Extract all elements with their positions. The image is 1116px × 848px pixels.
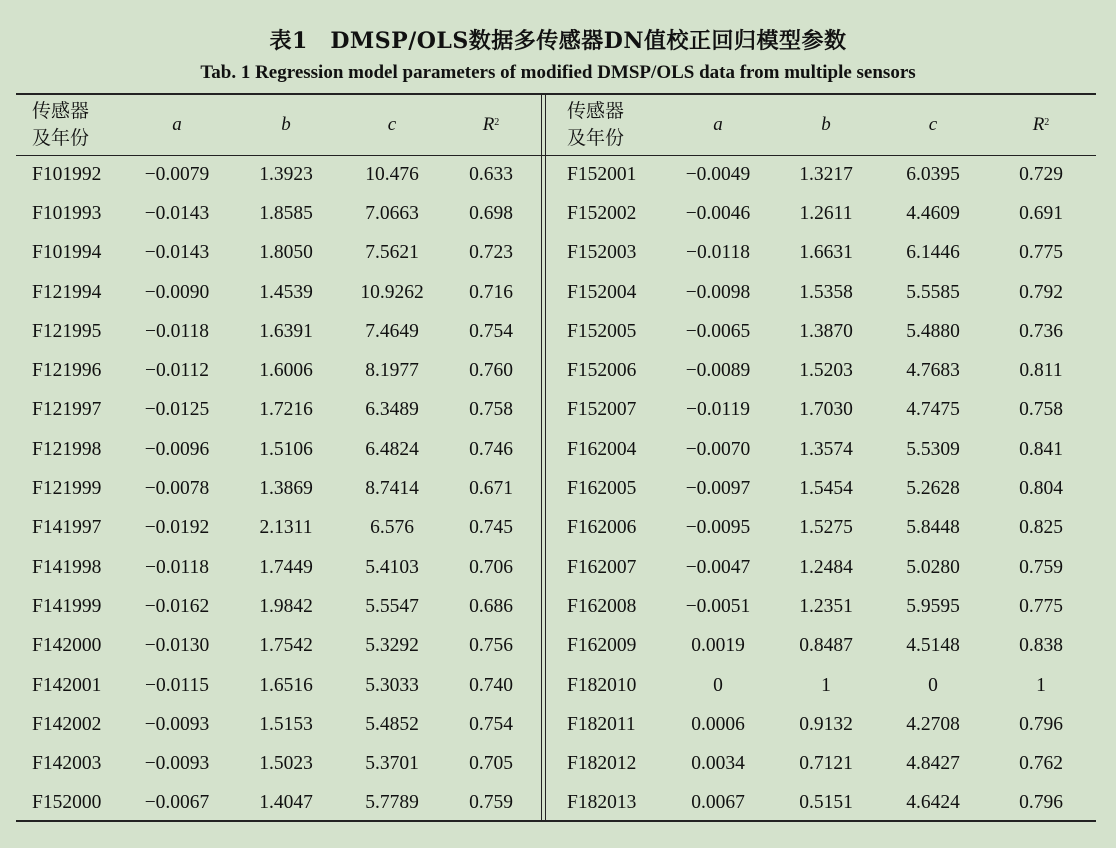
cell-a: −0.0118: [686, 242, 750, 264]
cell-b: 1.3923: [259, 163, 313, 185]
cell-c: 4.7475: [906, 399, 960, 421]
cell-a: −0.0162: [144, 595, 210, 617]
cell-sensor: F162007: [567, 556, 637, 578]
cell-b: 1.7449: [259, 556, 313, 578]
cell-b: 1.6631: [799, 242, 853, 264]
cell-r2: 0.796: [1019, 792, 1063, 814]
cell-b: 1.2484: [799, 556, 853, 578]
cell-c: 7.0663: [365, 202, 419, 224]
cell-b: 1.2611: [799, 202, 853, 224]
cell-r2: 0.686: [469, 595, 513, 617]
cell-b: 1.3870: [799, 320, 853, 342]
sensor-header-line2: 及年份: [32, 126, 90, 149]
table-row: [546, 509, 1096, 548]
cell-r2: 0.705: [469, 753, 513, 775]
table-double-divider-left: [541, 94, 542, 820]
cell-b: 0.9132: [799, 713, 853, 735]
cell-sensor: F162009: [567, 635, 637, 657]
cell-c: 4.2708: [906, 713, 960, 735]
cell-a: −0.0097: [685, 478, 751, 500]
table-row: [16, 745, 541, 784]
cell-c: 5.4103: [365, 556, 419, 578]
cell-c: 5.3701: [365, 753, 419, 775]
cell-c: 5.7789: [365, 792, 419, 814]
cell-sensor: F142000: [32, 635, 102, 657]
cell-r2: 0.762: [1019, 753, 1063, 775]
column-header-b: [234, 94, 338, 155]
column-header-c: [880, 94, 986, 155]
cell-a: −0.0046: [685, 202, 751, 224]
cell-sensor: F121996: [32, 360, 102, 382]
cell-c: 10.9262: [360, 281, 424, 303]
cell-sensor: F141997: [32, 517, 102, 539]
table-row: [16, 194, 541, 233]
cell-b: 1.5454: [799, 478, 853, 500]
cell-a: −0.0118: [145, 556, 209, 578]
cell-sensor: F182013: [567, 792, 637, 814]
table-row: [546, 548, 1096, 587]
table-row: [546, 784, 1096, 823]
table-row: [546, 745, 1096, 784]
cell-c: 4.4609: [906, 202, 960, 224]
cell-c: 8.1977: [365, 360, 419, 382]
table-row: [16, 312, 541, 351]
cell-b: 1.4539: [259, 281, 313, 303]
cell-sensor: F142002: [32, 713, 102, 735]
sensor-header-stack: [567, 98, 624, 152]
cell-c: 5.5309: [906, 438, 960, 460]
cell-sensor: F152002: [567, 202, 637, 224]
cell-b: 1.9842: [259, 595, 313, 617]
cell-c: 5.3292: [365, 635, 419, 657]
cell-sensor: F121995: [32, 320, 102, 342]
cell-c: 5.5585: [906, 281, 960, 303]
cell-sensor: F121994: [32, 281, 102, 303]
cell-r2: 0.841: [1019, 438, 1063, 460]
cell-sensor: F162006: [567, 517, 637, 539]
cell-b: 1.7216: [259, 399, 313, 421]
table-row: [546, 155, 1096, 194]
cell-c: 4.7683: [906, 360, 960, 382]
cell-r2: 0.729: [1019, 163, 1063, 185]
cell-sensor: F121999: [32, 478, 102, 500]
cell-b: 1.5203: [799, 360, 853, 382]
cell-b: 1: [821, 674, 831, 696]
cell-b: 1.3574: [799, 438, 853, 460]
cell-r2: 0.760: [469, 360, 513, 382]
cell-sensor: F152007: [567, 399, 637, 421]
sensor-header-stack: [32, 98, 89, 152]
table-row: [546, 234, 1096, 273]
cell-a: −0.0096: [144, 438, 210, 460]
cell-a: −0.0093: [144, 713, 210, 735]
cell-r2: 0.775: [1019, 595, 1063, 617]
cell-a: −0.0079: [144, 163, 210, 185]
cell-c: 5.0280: [906, 556, 960, 578]
cell-a: −0.0049: [685, 163, 751, 185]
cell-b: 1.4047: [259, 792, 313, 814]
cell-r2: 0.754: [469, 320, 513, 342]
table-row: [546, 627, 1096, 666]
cell-c: 7.5621: [365, 242, 419, 264]
cell-c: 4.8427: [906, 753, 960, 775]
cell-sensor: F121997: [32, 399, 102, 421]
sensor-header-line2: 及年份: [567, 126, 625, 149]
cell-b: 1.3869: [259, 478, 313, 500]
cell-c: 5.2628: [906, 478, 960, 500]
table-row: [16, 784, 541, 823]
table-row: [546, 587, 1096, 626]
cell-b: 1.5358: [799, 281, 853, 303]
header-c-label: c: [928, 113, 938, 135]
cell-b: 1.6006: [259, 360, 313, 382]
table-row: [546, 312, 1096, 351]
cell-sensor: F152005: [567, 320, 637, 342]
cell-sensor: F182012: [567, 753, 637, 775]
table-row: [16, 391, 541, 430]
cell-sensor: F162008: [567, 595, 637, 617]
cell-c: 8.7414: [365, 478, 419, 500]
cell-c: 5.3033: [365, 674, 419, 696]
cell-sensor: F152001: [567, 163, 637, 185]
cell-b: 0.8487: [799, 635, 853, 657]
cell-r2: 0.758: [1019, 399, 1063, 421]
cell-a: −0.0090: [144, 281, 210, 303]
column-header-b: [774, 94, 878, 155]
table-row: [16, 548, 541, 587]
table-row: [546, 705, 1096, 744]
column-header-r2: [446, 94, 536, 155]
cell-a: −0.0130: [144, 635, 210, 657]
cell-sensor: F141998: [32, 556, 102, 578]
cell-a: 0: [713, 674, 723, 696]
cell-r2: 0.758: [469, 399, 513, 421]
column-header-a: [666, 94, 770, 155]
cell-b: 1.5153: [259, 713, 313, 735]
cell-b: 1.6391: [259, 320, 313, 342]
header-b-label: b: [281, 113, 291, 135]
cell-b: 1.6516: [259, 674, 313, 696]
cell-c: 10.476: [365, 163, 419, 185]
column-header-r2: [992, 94, 1090, 155]
table-right-half: [546, 94, 1096, 820]
table-row: [546, 391, 1096, 430]
sensor-header-line1: 传感器: [32, 99, 90, 122]
cell-c: 0: [928, 674, 938, 696]
cell-c: 6.0395: [906, 163, 960, 185]
header-r2-base: R: [482, 113, 495, 135]
cell-a: −0.0143: [144, 242, 210, 264]
cell-c: 5.4852: [365, 713, 419, 735]
cell-sensor: F162005: [567, 478, 637, 500]
cell-c: 6.4824: [365, 438, 419, 460]
cell-a: −0.0115: [145, 674, 209, 696]
cell-sensor: F141999: [32, 595, 102, 617]
cell-b: 1.5023: [259, 753, 313, 775]
cell-sensor: F121998: [32, 438, 102, 460]
header-c-label: c: [387, 113, 397, 135]
cell-r2: 0.775: [1019, 242, 1063, 264]
table-title-chinese: 表1 DMSP/OLS数据多传感器DN值校正回归模型参数: [269, 28, 847, 54]
cell-a: −0.0089: [685, 360, 751, 382]
cell-r2: 0.633: [469, 163, 513, 185]
table-row: [16, 155, 541, 194]
cell-b: 1.5106: [259, 438, 313, 460]
table-row: [16, 705, 541, 744]
cell-b: 1.8585: [259, 202, 313, 224]
cell-a: −0.0047: [685, 556, 751, 578]
table-row: [546, 352, 1096, 391]
table-row: [16, 469, 541, 508]
cell-a: −0.0143: [144, 202, 210, 224]
column-header-sensor: [567, 94, 667, 155]
cell-a: −0.0119: [686, 399, 750, 421]
cell-a: −0.0078: [144, 478, 210, 500]
cell-c: 5.5547: [365, 595, 419, 617]
cell-a: −0.0093: [144, 753, 210, 775]
table-row: [16, 273, 541, 312]
cell-a: −0.0112: [145, 360, 209, 382]
cell-r2: 0.754: [469, 713, 513, 735]
cell-a: 0.0034: [691, 753, 745, 775]
cell-sensor: F101992: [32, 163, 102, 185]
cell-sensor: F182011: [567, 713, 636, 735]
table-row: [546, 430, 1096, 469]
cell-r2: 0.740: [469, 674, 513, 696]
cell-r2: 0.825: [1019, 517, 1063, 539]
header-r2-superscript: 2: [494, 117, 500, 128]
cell-sensor: F162004: [567, 438, 637, 460]
cell-a: −0.0095: [685, 517, 751, 539]
column-header-sensor: [32, 94, 132, 155]
cell-r2: 0.838: [1019, 635, 1063, 657]
header-b-label: b: [821, 113, 831, 135]
column-header-a: [124, 94, 230, 155]
cell-b: 1.7542: [259, 635, 313, 657]
table-row: [16, 666, 541, 705]
cell-r2: 0.706: [469, 556, 513, 578]
cell-r2: 0.759: [469, 792, 513, 814]
cell-c: 6.3489: [365, 399, 419, 421]
cell-a: −0.0098: [685, 281, 751, 303]
table-row: [16, 352, 541, 391]
header-a-label: a: [172, 113, 182, 135]
cell-a: −0.0067: [144, 792, 210, 814]
cell-b: 0.7121: [799, 753, 853, 775]
table-title-english: Tab. 1 Regression model parameters of modified DMSP/OLS data from multiple sensors: [200, 62, 916, 83]
cell-sensor: F101994: [32, 242, 102, 264]
cell-b: 1.8050: [259, 242, 313, 264]
cell-b: 0.5151: [799, 792, 853, 814]
cell-a: −0.0192: [144, 517, 210, 539]
cell-sensor: F152006: [567, 360, 637, 382]
cell-a: −0.0118: [145, 320, 209, 342]
cell-b: 1.3217: [799, 163, 853, 185]
cell-a: −0.0065: [685, 320, 751, 342]
cell-b: 2.1311: [259, 517, 313, 539]
table-row: [546, 469, 1096, 508]
cell-r2: 0.723: [469, 242, 513, 264]
cell-sensor: F152003: [567, 242, 637, 264]
table-row: [16, 509, 541, 548]
table-row: [16, 234, 541, 273]
cell-c: 5.9595: [906, 595, 960, 617]
cell-c: 6.576: [370, 517, 414, 539]
cell-r2: 0.716: [469, 281, 513, 303]
cell-a: −0.0051: [685, 595, 751, 617]
cell-b: 1.5275: [799, 517, 853, 539]
cell-c: 6.1446: [906, 242, 960, 264]
cell-a: 0.0067: [691, 792, 745, 814]
table-row: [16, 430, 541, 469]
cell-sensor: F101993: [32, 202, 102, 224]
header-a-label: a: [713, 113, 723, 135]
cell-r2: 0.698: [469, 202, 513, 224]
sensor-header-line1: 传感器: [567, 99, 625, 122]
cell-r2: 0.746: [469, 438, 513, 460]
table-row: [546, 194, 1096, 233]
cell-sensor: F142003: [32, 753, 102, 775]
cell-b: 1.7030: [799, 399, 853, 421]
table-row: [546, 666, 1096, 705]
cell-sensor: F152004: [567, 281, 637, 303]
cell-r2: 0.691: [1019, 202, 1063, 224]
cell-a: −0.0070: [685, 438, 751, 460]
table-row: [546, 273, 1096, 312]
cell-c: 4.6424: [906, 792, 960, 814]
column-header-c: [340, 94, 444, 155]
cell-r2: 0.759: [1019, 556, 1063, 578]
cell-r2: 0.736: [1019, 320, 1063, 342]
cell-r2: 0.756: [469, 635, 513, 657]
cell-c: 7.4649: [365, 320, 419, 342]
table-row: [16, 587, 541, 626]
header-r2-base: R: [1032, 113, 1045, 135]
cell-sensor: F182010: [567, 674, 637, 696]
cell-sensor: F152000: [32, 792, 102, 814]
cell-r2: 0.745: [469, 517, 513, 539]
cell-c: 5.8448: [906, 517, 960, 539]
cell-r2: 0.796: [1019, 713, 1063, 735]
cell-c: 4.5148: [906, 635, 960, 657]
header-r2-superscript: 2: [1044, 117, 1050, 128]
table-left-half: [16, 94, 541, 820]
cell-r2: 0.804: [1019, 478, 1063, 500]
cell-r2: 1: [1036, 674, 1046, 696]
cell-r2: 0.811: [1019, 360, 1063, 382]
cell-c: 5.4880: [906, 320, 960, 342]
cell-sensor: F142001: [32, 674, 102, 696]
table-row: [16, 627, 541, 666]
cell-b: 1.2351: [799, 595, 853, 617]
cell-r2: 0.671: [469, 478, 513, 500]
cell-a: 0.0019: [691, 635, 745, 657]
cell-r2: 0.792: [1019, 281, 1063, 303]
cell-a: −0.0125: [144, 399, 210, 421]
cell-a: 0.0006: [691, 713, 745, 735]
